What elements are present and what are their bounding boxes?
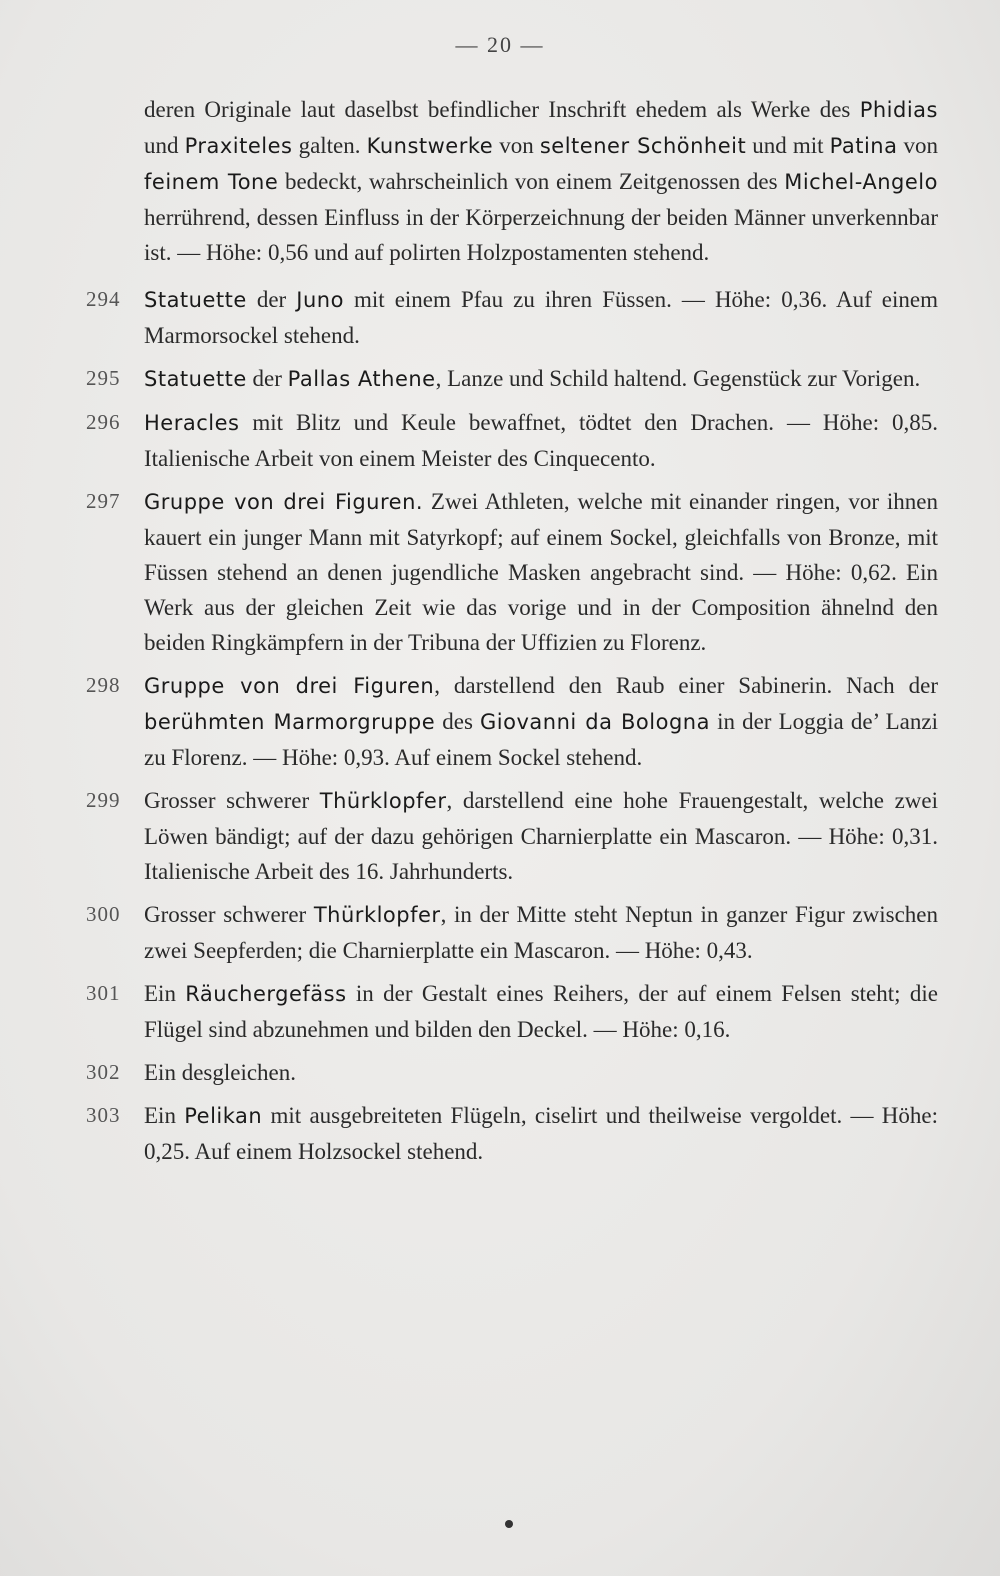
text-span: in der Loggia de’ Lanzi zu Florenz. — Höhe: 0,93. Auf einem Sockel stehend. — [144, 709, 938, 770]
bold-text-span: Thürklopfer — [319, 789, 447, 813]
entry-number: 303 — [86, 1103, 121, 1127]
bold-text-span: Praxiteles — [184, 134, 293, 158]
catalog-entry — [86, 484, 938, 660]
ornament-dot — [505, 1520, 513, 1528]
bold-text-span: berühmten Marmorgruppe — [144, 710, 436, 734]
entry-number: 299 — [86, 788, 121, 812]
text-span: Ein — [144, 1103, 185, 1128]
catalog-entries — [86, 282, 938, 1169]
page-number: — 20 — — [455, 32, 545, 57]
intro-paragraph — [86, 92, 938, 270]
entry-number: 298 — [86, 673, 121, 697]
entry-number: 296 — [86, 410, 121, 434]
catalog-entry — [86, 897, 938, 968]
bold-text-span: Patina — [829, 134, 898, 158]
text-span: Grosser schwerer — [144, 902, 314, 927]
bold-text-span: Statuette — [144, 367, 247, 391]
text-span: , darstellend den Raub einer Sabinerin. Nach der — [434, 673, 938, 698]
bold-text-span: Gruppe von drei Figuren. — [144, 490, 424, 514]
text-span: mit ausgebreiteten Flügeln, ciselirt und theilweise vergoldet. — Höhe: 0,25. Auf einem Holzsockel stehend. — [144, 1103, 938, 1164]
bold-text-span: Statuette — [144, 288, 247, 312]
bold-text-span: Giovanni da Bologna — [480, 710, 710, 734]
catalog-entry — [86, 668, 938, 775]
entry-number: 297 — [86, 489, 121, 513]
text-span: in der Gestalt eines Reihers, der auf einem Felsen steht; die Flügel sind abzunehmen und bilden den Deckel. — Höhe: 0,16. — [144, 981, 938, 1042]
text-span: von — [493, 133, 540, 158]
catalog-entry — [86, 1098, 938, 1169]
catalog-entry — [86, 282, 938, 353]
text-span: mit Blitz und Keule bewaffnet, tödtet den Drachen. — Höhe: 0,85. Italienische Arbeit von einem Meister des Cinquecento. — [144, 410, 938, 471]
text-span: deren Originale laut daselbst befindlicher Inschrift ehedem als Werke des — [144, 97, 860, 122]
bold-text-span: seltener Schönheit — [539, 134, 747, 158]
bold-text-span: feinem Tone — [144, 170, 279, 194]
bold-text-span: Gruppe von drei Figuren — [144, 674, 435, 698]
catalog-entry — [86, 783, 938, 889]
text-span: der — [246, 287, 297, 312]
entry-number: 300 — [86, 902, 121, 926]
bold-text-span: Pelikan — [184, 1104, 263, 1128]
catalog-entry — [86, 976, 938, 1047]
text-span: Ein desgleichen. — [144, 1060, 297, 1085]
text-span: galten. — [292, 133, 367, 158]
text-span: Grosser schwerer — [144, 788, 320, 813]
bold-text-span: Heracles — [144, 411, 240, 435]
bold-text-span: Thürklopfer — [313, 903, 441, 927]
text-span: , in der Mitte steht Neptun in ganzer Figur zwischen zwei Seepferden; die Charnierplatte ein Mascaron. — Höhe: 0,43. — [144, 902, 939, 963]
catalog-entry — [86, 1055, 938, 1090]
text-span: und mit — [746, 133, 830, 158]
catalog-entry — [86, 405, 938, 476]
catalog-text — [86, 92, 938, 1177]
bold-text-span: Phidias — [859, 98, 938, 122]
text-span: , darstellend eine hohe Frauengestalt, welche zwei Löwen bändigt; auf der dazu gehörigen Charnierplatte ein Mascaron. — Höhe: 0,31. Italienische Arbeit des 16. Jahrhunderts. — [144, 788, 938, 884]
bold-text-span: Pallas Athene — [287, 367, 436, 391]
text-span: Zwei Athleten, welche mit einander ringen, vor ihnen kauert ein junger Mann mit Satyrkopf; auf einem Sockel, gleichfalls von Bronze, mit Füssen stehend an denen jugendliche Masken angebracht sind. — Höhe: 0,62. Ein Werk aus der gleichen Zeit wie das vorige und in der Composition ähnelnd den beiden Ringkämpfern in der Tribuna der Uffizien zu Florenz. — [144, 489, 938, 655]
text-span: mit einem Pfau zu ihren Füssen. — Höhe: 0,36. Auf einem Marmorsockel stehend. — [144, 287, 938, 348]
entry-number: 302 — [86, 1060, 121, 1084]
bold-text-span: Juno — [296, 288, 344, 312]
entry-number: 301 — [86, 981, 121, 1005]
catalog-entry — [86, 361, 938, 397]
text-span: herrührend, dessen Einfluss in der Körperzeichnung der beiden Männer unverkennbar ist. — Höhe: 0,56 und auf polirten Holzpostamenten stehend. — [144, 205, 938, 265]
text-span: bedeckt, wahrscheinlich von einem Zeitgenossen des — [278, 169, 785, 194]
bold-text-span: Michel-Angelo — [784, 170, 938, 194]
text-span: von — [897, 133, 939, 158]
bold-text-span: Kunstwerke — [366, 134, 494, 158]
text-span: der — [246, 366, 288, 391]
bold-text-span: Räuchergefäss — [185, 982, 347, 1006]
text-span: Ein — [144, 981, 186, 1006]
text-span: des — [435, 709, 481, 734]
text-span: , Lanze und Schild haltend. Gegenstück zur Vorigen. — [435, 366, 921, 391]
entry-number: 294 — [86, 287, 121, 311]
text-span: und — [144, 133, 185, 158]
entry-number: 295 — [86, 366, 121, 390]
